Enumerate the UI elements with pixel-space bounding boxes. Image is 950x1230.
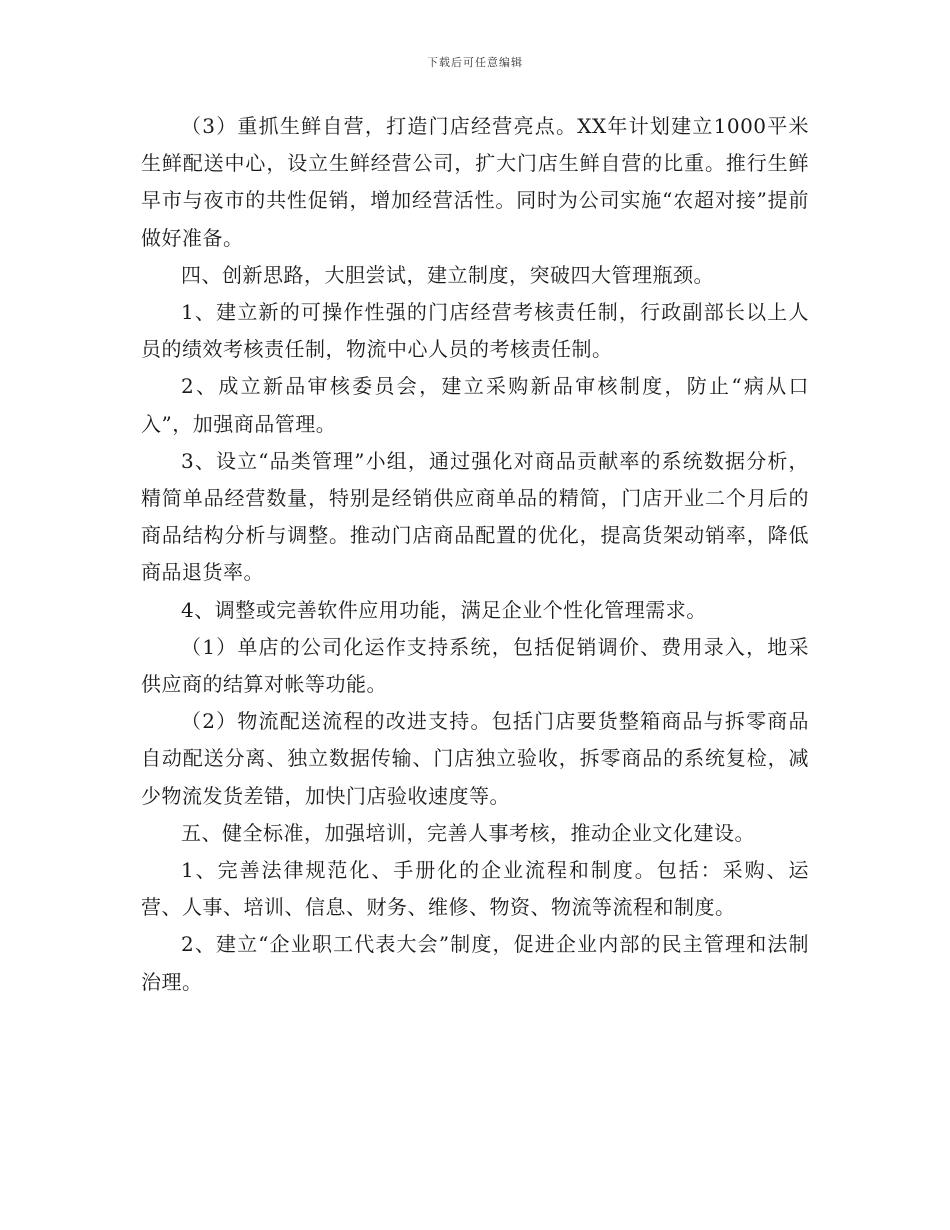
paragraph: 1、完善法律规范化、手册化的企业流程和制度。包括：采购、运营、人事、培训、信息、财务、维修、物资、物流等流程和制度。	[141, 858, 809, 920]
paragraph: 3、设立“品类管理”小组，通过强化对商品贡献率的系统数据分析，精简单品经营数量，特别是经销供应商单品的精简，门店开业二个月后的商品结构分析与调整。推动门店商品配置的优化，提高货架动销率，降低商品退货率。	[141, 448, 809, 585]
section-heading: 五、健全标准，加强培训，完善人事考核，推动企业文化建设。	[181, 820, 755, 845]
paragraph: 1、建立新的可操作性强的门店经营考核责任制，行政副部长以上人员的绩效考核责任制，物流中心人员的考核责任制。	[141, 300, 809, 362]
section-heading: 四、创新思路，大胆尝试，建立制度，突破四大管理瓶颈。	[181, 262, 714, 287]
page-header: 下载后可任意编辑	[427, 56, 523, 69]
paragraph: （1）单店的公司化运作支持系统，包括促销调价、费用录入，地采供应商的结算对帐等功能。	[141, 634, 809, 697]
paragraph: （2）物流配送流程的改进支持。包括门店要货整箱商品与拆零商品自动配送分离、独立数据传输、门店独立验收，拆零商品的系统复检，减少物流发货差错，加快门店验收速度等。	[141, 709, 809, 808]
paragraph: 2、成立新品审核委员会，建立采购新品审核制度，防止“病从口入”，加强商品管理。	[141, 374, 809, 436]
paragraph: 2、建立“企业职工代表大会”制度，促进企业内部的民主管理和法制治理。	[141, 932, 809, 994]
paragraph: 4、调整或完善软件应用功能，满足企业个性化管理需求。	[181, 597, 707, 622]
paragraph: （3）重抓生鲜自营，打造门店经营亮点。XX年计划建立1000平米生鲜配送中心，设立生鲜经营公司，扩大门店生鲜自营的比重。推行生鲜早市与夜市的共性促销，增加经营活性。同时为公司实施“农超对接”提前做好准备。	[141, 114, 809, 250]
document-body	[141, 108, 809, 1001]
